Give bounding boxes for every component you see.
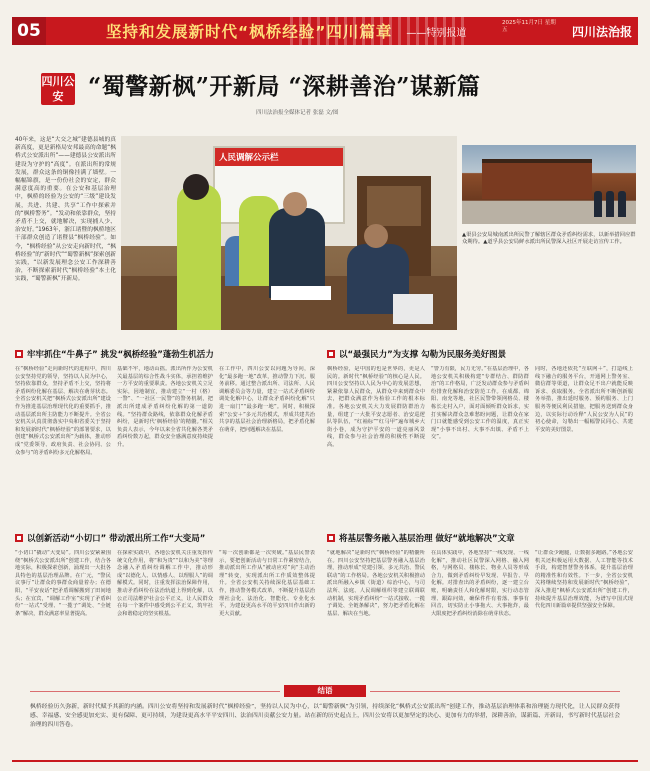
section-title: 以创新活动“小切口” 带动派出所工作“大变局” xyxy=(27,534,206,544)
section-marker-icon xyxy=(327,534,335,542)
conclusion-tag: 结语 xyxy=(284,685,366,697)
section-column: “小切口”撬动“大变局”。四川公安紧紧围绕“枫桥式公安派出所”创建工作，结合各地实际，积极探索创新，涌现出一大批各具特色的基层治理品牌。在广元，“警民议事厅”让群众的事群众商量着办；在德阳，“平安夜话”把矛盾调解搬到了田间地头；在宜宾，“调解工作室”实现了矛盾纠纷“一站式”受理、“一揽子”调处、“全链条”解决，群众满意率显著提高。 xyxy=(15,550,111,617)
section-marker-icon xyxy=(327,350,335,358)
byline: 四川法治报全媒体记者 张磊 文/图 xyxy=(256,110,339,116)
page-header-tag: ——特别报道 xyxy=(406,27,467,39)
section-title: 将基层警务融入基层治理 做好“就地解决”文章 xyxy=(339,534,515,544)
section-column: “警力有限，民力无穷。”在基层治理中，各地公安机关积极构建“专群结合、群防群治”的工作格局，广泛发动群众参与矛盾纠纷排查化解和治安防范工作。在成都、绵阳、南充等地，社区民警带领网格员、楼栋长走村入户，面对面倾听群众诉求，实打实解决群众急难愁盼问题，让群众在家门口就能感受到公安工作的温度，真正实现“小事不出村、大事不出镇、矛盾不上交”。 xyxy=(431,366,529,441)
board-sign-text: 人民调解公示栏 xyxy=(219,153,279,163)
main-photo xyxy=(121,136,457,330)
section-column: “每一次创新都是一次突破。”基层民警表示，要把创新活动与日常工作紧密结合，推动派出所工作从“被动应对”向“主动治理”转变，实现派出所工作质效整体提升。全省公安机关持续深化基层基础工作，推动警务模式改革，不断提升基层治理社会化、法治化、智能化、专业化水平，为建设更高水平的平安四川作出新的更大贡献。 xyxy=(219,550,315,617)
conclusion-text: 枫桥经验历久弥新，新时代赋予其新的内涵。四川公安将坚持和发展新时代“枫桥经验”，坚持以人民为中心，以“蜀警新枫”为引领，持续深化“枫桥式公安派出所”创建工作，推动基层治理体系和治理能力现代化，让人民群众获得感、幸福感、安全感更加充实、更有保障、更可持续，为建设更高水平平安四川、法治四川贡献公安力量。站在新的历史起点上，四川公安将以更加坚定的决心、更加有力的举措，深耕善治，谋新篇、开新局，书写新时代基层社会治理的四川答卷。 xyxy=(30,704,620,728)
section-column: “就地解决”是新时代“枫桥经验”的精髓所在。四川公安坚持把基层警务融入基层治理，推动形成“党建引领、多元共治、警民联动”的工作格局。各地公安机关积极推动派出所融入乡镇（街道）综治中心，与司法所、法庭、人民调解组织等建立联调联动机制，实现矛盾纠纷“一站式接收、一揽子调处、全链条解决”，努力把矛盾化解在基层、解决在当地。 xyxy=(327,550,425,617)
headline: “蜀警新枫”开新局 “深耕善治”谋新篇 xyxy=(88,73,481,100)
section-column: 在探索实践中，各地公安机关注重发挥传统文化作用，将“和为贵”“以和为美”等理念融入矛盾纠纷调解工作中，推动形成“以德化人、以情感人、以理服人”的调解模式。同时，注重发挥法治保障作用，推动矛盾纠纷在法治轨道上得到化解，以公正司法维护社会公平正义，让人民群众在每一个案件中感受到公平正义，筑牢社会和谐稳定的坚实根基。 xyxy=(117,550,213,617)
page-number: 05 xyxy=(12,17,46,45)
header-decoration xyxy=(290,17,470,45)
section-column: “让群众少跑腿，让数据多跑路。”各地公安机关还积极运用大数据、人工智能等技术手段，构建智慧警务体系，提升基层治理的精准性和有效性。下一步，全省公安机关将继续坚持和发展新时代“枫桥经验”，深入推进“枫桥式公安派出所”创建工作，持续提升基层治理效能，为谱写中国式现代化四川新篇章提供坚强安全保障。 xyxy=(535,550,633,610)
page-date: 2025年11月7日 星期五 xyxy=(502,20,556,33)
section-column: 同时，各地还依托“互联网＋”，打造线上线下融合的服务平台，开通网上警务室、微信群等渠道，让群众足不出户就能反映诉求、获取服务。全省派出所不断创新服务举措，推出延时服务、预约服务、上门服务等便民利民措施，把服务送到群众身边，以实际行动诠释“人民公安为人民”的初心使命，勾勒出一幅幅警民同心、共建平安的美好图景。 xyxy=(535,366,633,433)
section-column: 枫桥经验，是中国的也是世界的，更是人民的。新时代“枫桥经验”的核心是人民。四川公安坚持以人民为中心的发展思想，紧紧依靠人民群众，从群众中来到群众中去，把群众满意作为检验工作的根本标准。各地公安机关大力发展群防群治力量，组建了一大批平安志愿者、治安巡逻队等队伍，“红袖标”“红马甲”遍布城乡大街小巷，成为守护平安的一道亮丽风景线，群众参与社会治理的积极性不断提高。 xyxy=(327,366,425,448)
section-marker-icon xyxy=(15,350,23,358)
section-marker-icon xyxy=(15,534,23,542)
footer-rule xyxy=(12,760,638,762)
section-column: 在“枫桥经验”走向新时代的进程中，四川公安坚持党的领导，坚持以人民为中心，坚持依靠群众，坚持矛盾不上交，坚持将矛盾纠纷化解在基层、解决在萌芽状态。全省公安机关把“枫桥式公安派出所”建设作为推进基层治理现代化的重要抓手，推动基层派出所主防能力不断提升。全省公安机关认真贯彻落实中央和省委关于坚持和发展新时代“枫桥经验”的部署要求，以创建“枫桥式公安派出所”为载体，推动形成“党委领导、政府负责、社会协同、公众参与”的矛盾纠纷多元化解格局。 xyxy=(15,366,111,456)
section-2 xyxy=(327,348,637,526)
section-title: 牢牢抓住“牛鼻子” 挑发“枫桥经验”蓬勃生机活力 xyxy=(27,350,214,360)
section-3 xyxy=(15,532,315,690)
section-column: 在工作中，四川公安以问题为导向，深化“最多跑一地”改革，推动警力下沉、服务前移。通过整合派出所、司法所、人民调解委员会等力量，建立一站式矛盾纠纷调处化解中心，让群众矛盾纠纷化解“只进一扇门”“最多跑一地”。同时，积极探索“公安＋”多元共治模式，形成共建共治共享的基层社会治理新格局，把矛盾化解在萌芽，把问题解决在基层。 xyxy=(219,366,315,433)
section-column: 在具体实践中，各地坚持“一线发现、一线化解”，推动社区民警深入网格、融入网格，与网格员、楼栋长、物业人员等形成合力，做到矛盾纠纷早发现、早报告、早化解。对排查出的矛盾纠纷，逐一建立台账，明确责任人和化解时限，实行动态管理、跟踪问效，确保件件有着落、事事有回音，切实防止小事拖大、大事拖炸，最大限度把矛盾纠纷消除在萌芽状态。 xyxy=(431,550,529,617)
section-1 xyxy=(15,348,315,526)
section-title: 以“最强民力”为支撑 勾勒为民服务美好图景 xyxy=(339,350,507,360)
page-header-title: 坚持和发展新时代“枫桥经验”四川篇章 xyxy=(106,23,393,41)
newspaper-logo: 四川法治报 xyxy=(571,25,632,39)
section-4 xyxy=(327,532,637,690)
section-column: 基础不牢，地动山摇。派出所作为公安机关最基层的综合性战斗实体，承担着维护一方平安的重要职责。各地公安机关立足实际，因地制宜，推动建立“一村（格）一警”、“一社区一民警”的警务机制，把派出所建成矛盾纠纷化解的第一道防线。“坚持群众路线，依靠群众化解矛盾纠纷，是新时代‘枫桥经验’的精髓。”相关负责人表示，今年以来全省共化解各类矛盾纠纷数万起，群众安全感满意度持续提升。 xyxy=(117,366,213,448)
divider xyxy=(30,691,280,692)
lead-paragraph: 40年来，这是“大交之城”建德县城的真新高度，更是新格局安邦最高的命题“枫桥式公安派出所”——建德县公安派出所建设为守护的“高度”。在派出所的常规发展，群众这条的铜像挂满了墙壁。一幅幅锦旗，是一份份社会的安定，群众满意度高的重要。在公安和基层治理中，枫桥的经验为公安的“三级”建设发展，共进、共建、共享“工作中探索并的“枫桥警务”。“发动和依靠群众，坚持矛盾不上交，就地解决，实现捕人少、治安好。”1963年，浙江诸暨的枫桥地区干部群众创造了诸暨县“枫桥经验”。如今，“枫桥经验”从公安走向新时代，“枫桥经验”的“新时代”“蜀警新枫”探索创新实践，“以新发展理念公安工作深耕善治，不断探索新时代“枫桥经验”本土化实践，“蜀警新枫”开新局。 xyxy=(15,137,116,283)
divider xyxy=(370,691,620,692)
side-photo xyxy=(462,145,636,224)
photo-caption: ▲渠县公安局城南派出所民警了解辖区群众矛盾纠纷需求，以新举措回应群众期待。▲道孚县公安局鲜水派出所民警深入社区开展走访宣传工作。 xyxy=(462,232,636,246)
section-badge: 四川公安 xyxy=(41,75,75,103)
